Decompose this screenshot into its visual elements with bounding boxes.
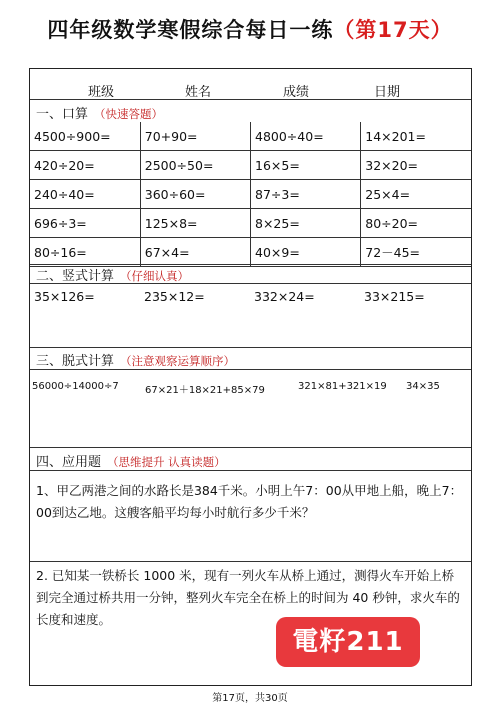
- list-item: 332×24=: [254, 289, 315, 304]
- worksheet-frame: [29, 68, 472, 686]
- name-field[interactable]: 姓名: [185, 81, 273, 100]
- table-row: 696÷3= 125×8= 8×25= 80÷20=: [30, 209, 471, 238]
- word-problem-2: 2. 已知某一铁桥长 1000 米，现有一列火车从桥上通过，测得火车开始上桥到完全通过桥共用一分钟，整列火车完全在桥上的时间为 40 秒钟，求火车的长度和速度。: [36, 568, 460, 627]
- list-item: 35×126=: [34, 289, 95, 304]
- table-row: 240÷40= 360÷60= 87÷3= 25×4=: [30, 180, 471, 209]
- worksheet-title: [0, 14, 500, 44]
- divider: [30, 283, 471, 284]
- page-footer: 第17页，共30页: [212, 693, 288, 704]
- watermark-stamp: 電籽211: [276, 617, 420, 667]
- table-row: 420÷20= 2500÷50= 16×5= 32×20=: [30, 151, 471, 180]
- section-hint: （注意观察运算顺序）: [120, 354, 236, 368]
- table-row: 4500÷900= 70+90= 4800÷40= 14×201=: [30, 122, 471, 151]
- section-mental-math-heading: 一、口算 （快速答题）: [36, 107, 164, 122]
- section-vertical-calc-heading: 二、竖式计算 （仔细认真）: [36, 269, 190, 284]
- section-word-problems-heading: 四、应用题 （思维提升 认真读题）: [36, 455, 226, 470]
- title-main: 四年级数学寒假综合每日一练: [47, 18, 334, 42]
- class-field[interactable]: 班级: [88, 81, 174, 100]
- score-field[interactable]: 成绩: [283, 81, 367, 100]
- list-item: 33×215=: [364, 289, 425, 304]
- mental-math-table: [30, 122, 471, 267]
- section-hint: （快速答题）: [94, 107, 164, 121]
- section-hint: （仔细认真）: [120, 269, 190, 283]
- list-item: 67×21＋18×21+85×79: [145, 385, 265, 396]
- section-hint: （思维提升 认真读题）: [107, 455, 226, 469]
- word-problem-1: 1、甲乙两港之间的水路长是384千米。小明上午7：00从甲地上船，晚上7：00到达乙地。这艘客船平均每小时航行多少千米？: [36, 483, 463, 520]
- list-item: 34×35: [406, 381, 440, 392]
- divider: [30, 447, 471, 448]
- list-item: 235×12=: [144, 289, 205, 304]
- date-field[interactable]: 日期: [374, 81, 460, 100]
- section-stepwise-calc-heading: 三、脱式计算 （注意观察运算顺序）: [36, 354, 236, 369]
- divider: [30, 369, 471, 370]
- title-day: （第17天）: [333, 18, 453, 42]
- divider: [30, 99, 471, 100]
- divider: [30, 561, 471, 562]
- list-item: 321×81+321×19: [298, 381, 387, 392]
- table-row: 80÷16= 67×4= 40×9= 72－45=: [30, 238, 471, 267]
- divider: [30, 470, 471, 471]
- list-item: 56000÷14000÷7: [32, 381, 119, 392]
- divider: [30, 347, 471, 348]
